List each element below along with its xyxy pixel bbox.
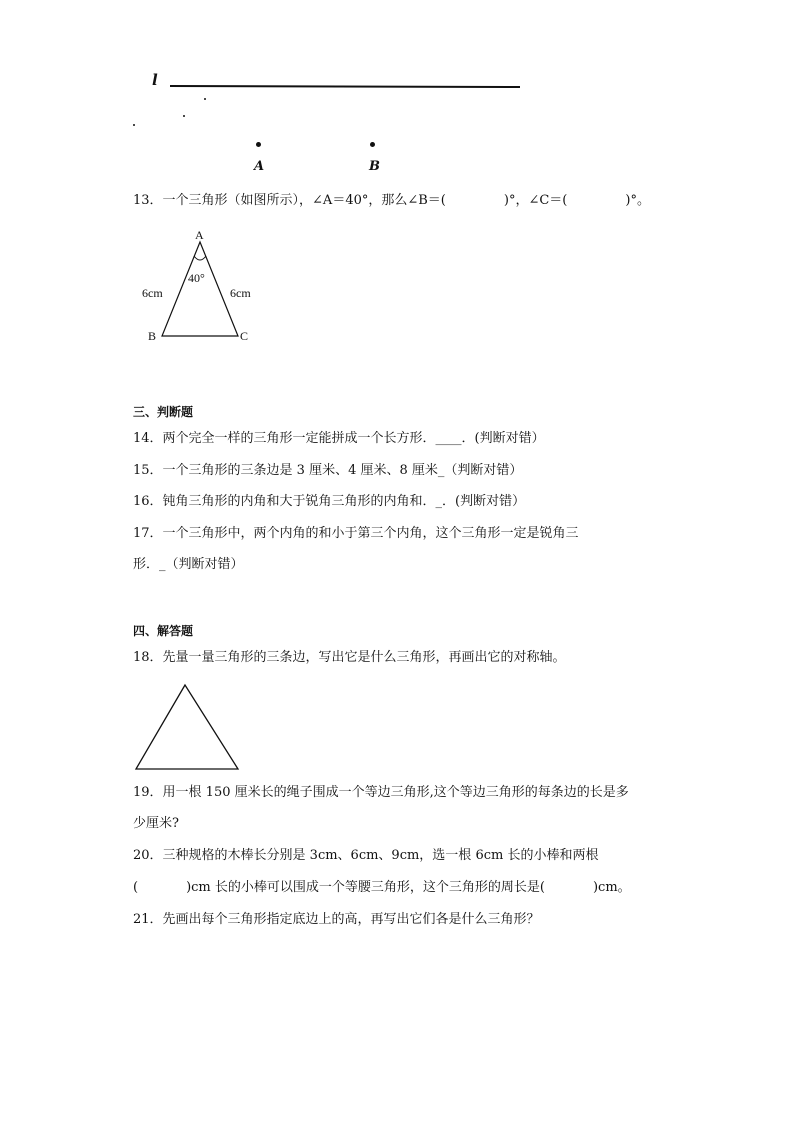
question-16: 16．钝角三角形的内角和大于锐角三角形的内角和．_．(判断对错）: [133, 494, 526, 509]
line-l: [165, 80, 525, 92]
question-20-line2: [133, 880, 631, 896]
question-15: 15．一个三角形的三条边是 3 厘米、4 厘米、8 厘米_（判断对错）: [133, 463, 523, 478]
vertex-b-label: B: [148, 329, 157, 343]
q13-text-before: 13．一个三角形（如图所示），∠A＝40°，那么∠B＝(: [133, 193, 446, 208]
question-17-line2: 形．_（判断对错）: [133, 557, 244, 572]
left-side-label: 6cm: [142, 286, 163, 300]
stray-dot: [183, 115, 185, 117]
question-17-line1: 17．一个三角形中，两个内角的和小于第三个内角，这个三角形一定是锐角三: [133, 526, 579, 541]
stray-dot: [204, 98, 206, 100]
stray-dot: [133, 124, 135, 126]
angle-a-label: 40°: [188, 271, 205, 285]
q13-text-after: )°。: [625, 193, 650, 208]
q18-triangle: [130, 680, 245, 775]
point-b-label: B: [369, 159, 380, 174]
point-a-dot: [256, 142, 261, 147]
question-14: 14．两个完全一样的三角形一定能拼成一个长方形．____．(判断对错）: [133, 431, 545, 446]
question-18: 18．先量一量三角形的三条边，写出它是什么三角形，再画出它的对称轴。: [133, 650, 566, 665]
q13-text-mid: )°，∠C＝(: [503, 193, 568, 208]
question-13: [133, 193, 650, 209]
q20-text-end: )cm。: [592, 880, 631, 895]
point-b-dot: [370, 142, 375, 147]
question-20-line1: 20．三种规格的木棒长分别是 3cm、6cm、9cm，选一根 6cm 长的小棒和两根: [133, 848, 599, 863]
q20-open-paren: (: [133, 880, 139, 895]
section-3-title: 三、判断题: [133, 405, 194, 419]
question-19-line2: 少厘米?: [133, 816, 179, 831]
vertex-a-label: A: [195, 228, 204, 242]
question-21: 21．先画出每个三角形指定底边上的高，再写出它们各是什么三角形？: [133, 912, 540, 927]
line-l-label: l: [152, 71, 158, 89]
q20-text-mid: )cm 长的小棒可以围成一个等腰三角形，这个三角形的周长是(: [186, 880, 545, 895]
question-19-line1: 19．用一根 150 厘米长的绳子围成一个等边三角形,这个等边三角形的每条边的长是多: [133, 785, 629, 800]
point-a-label: A: [254, 159, 265, 174]
section-4-title: 四、解答题: [133, 624, 194, 638]
right-side-label: 6cm: [230, 286, 251, 300]
vertex-c-label: C: [240, 329, 249, 343]
